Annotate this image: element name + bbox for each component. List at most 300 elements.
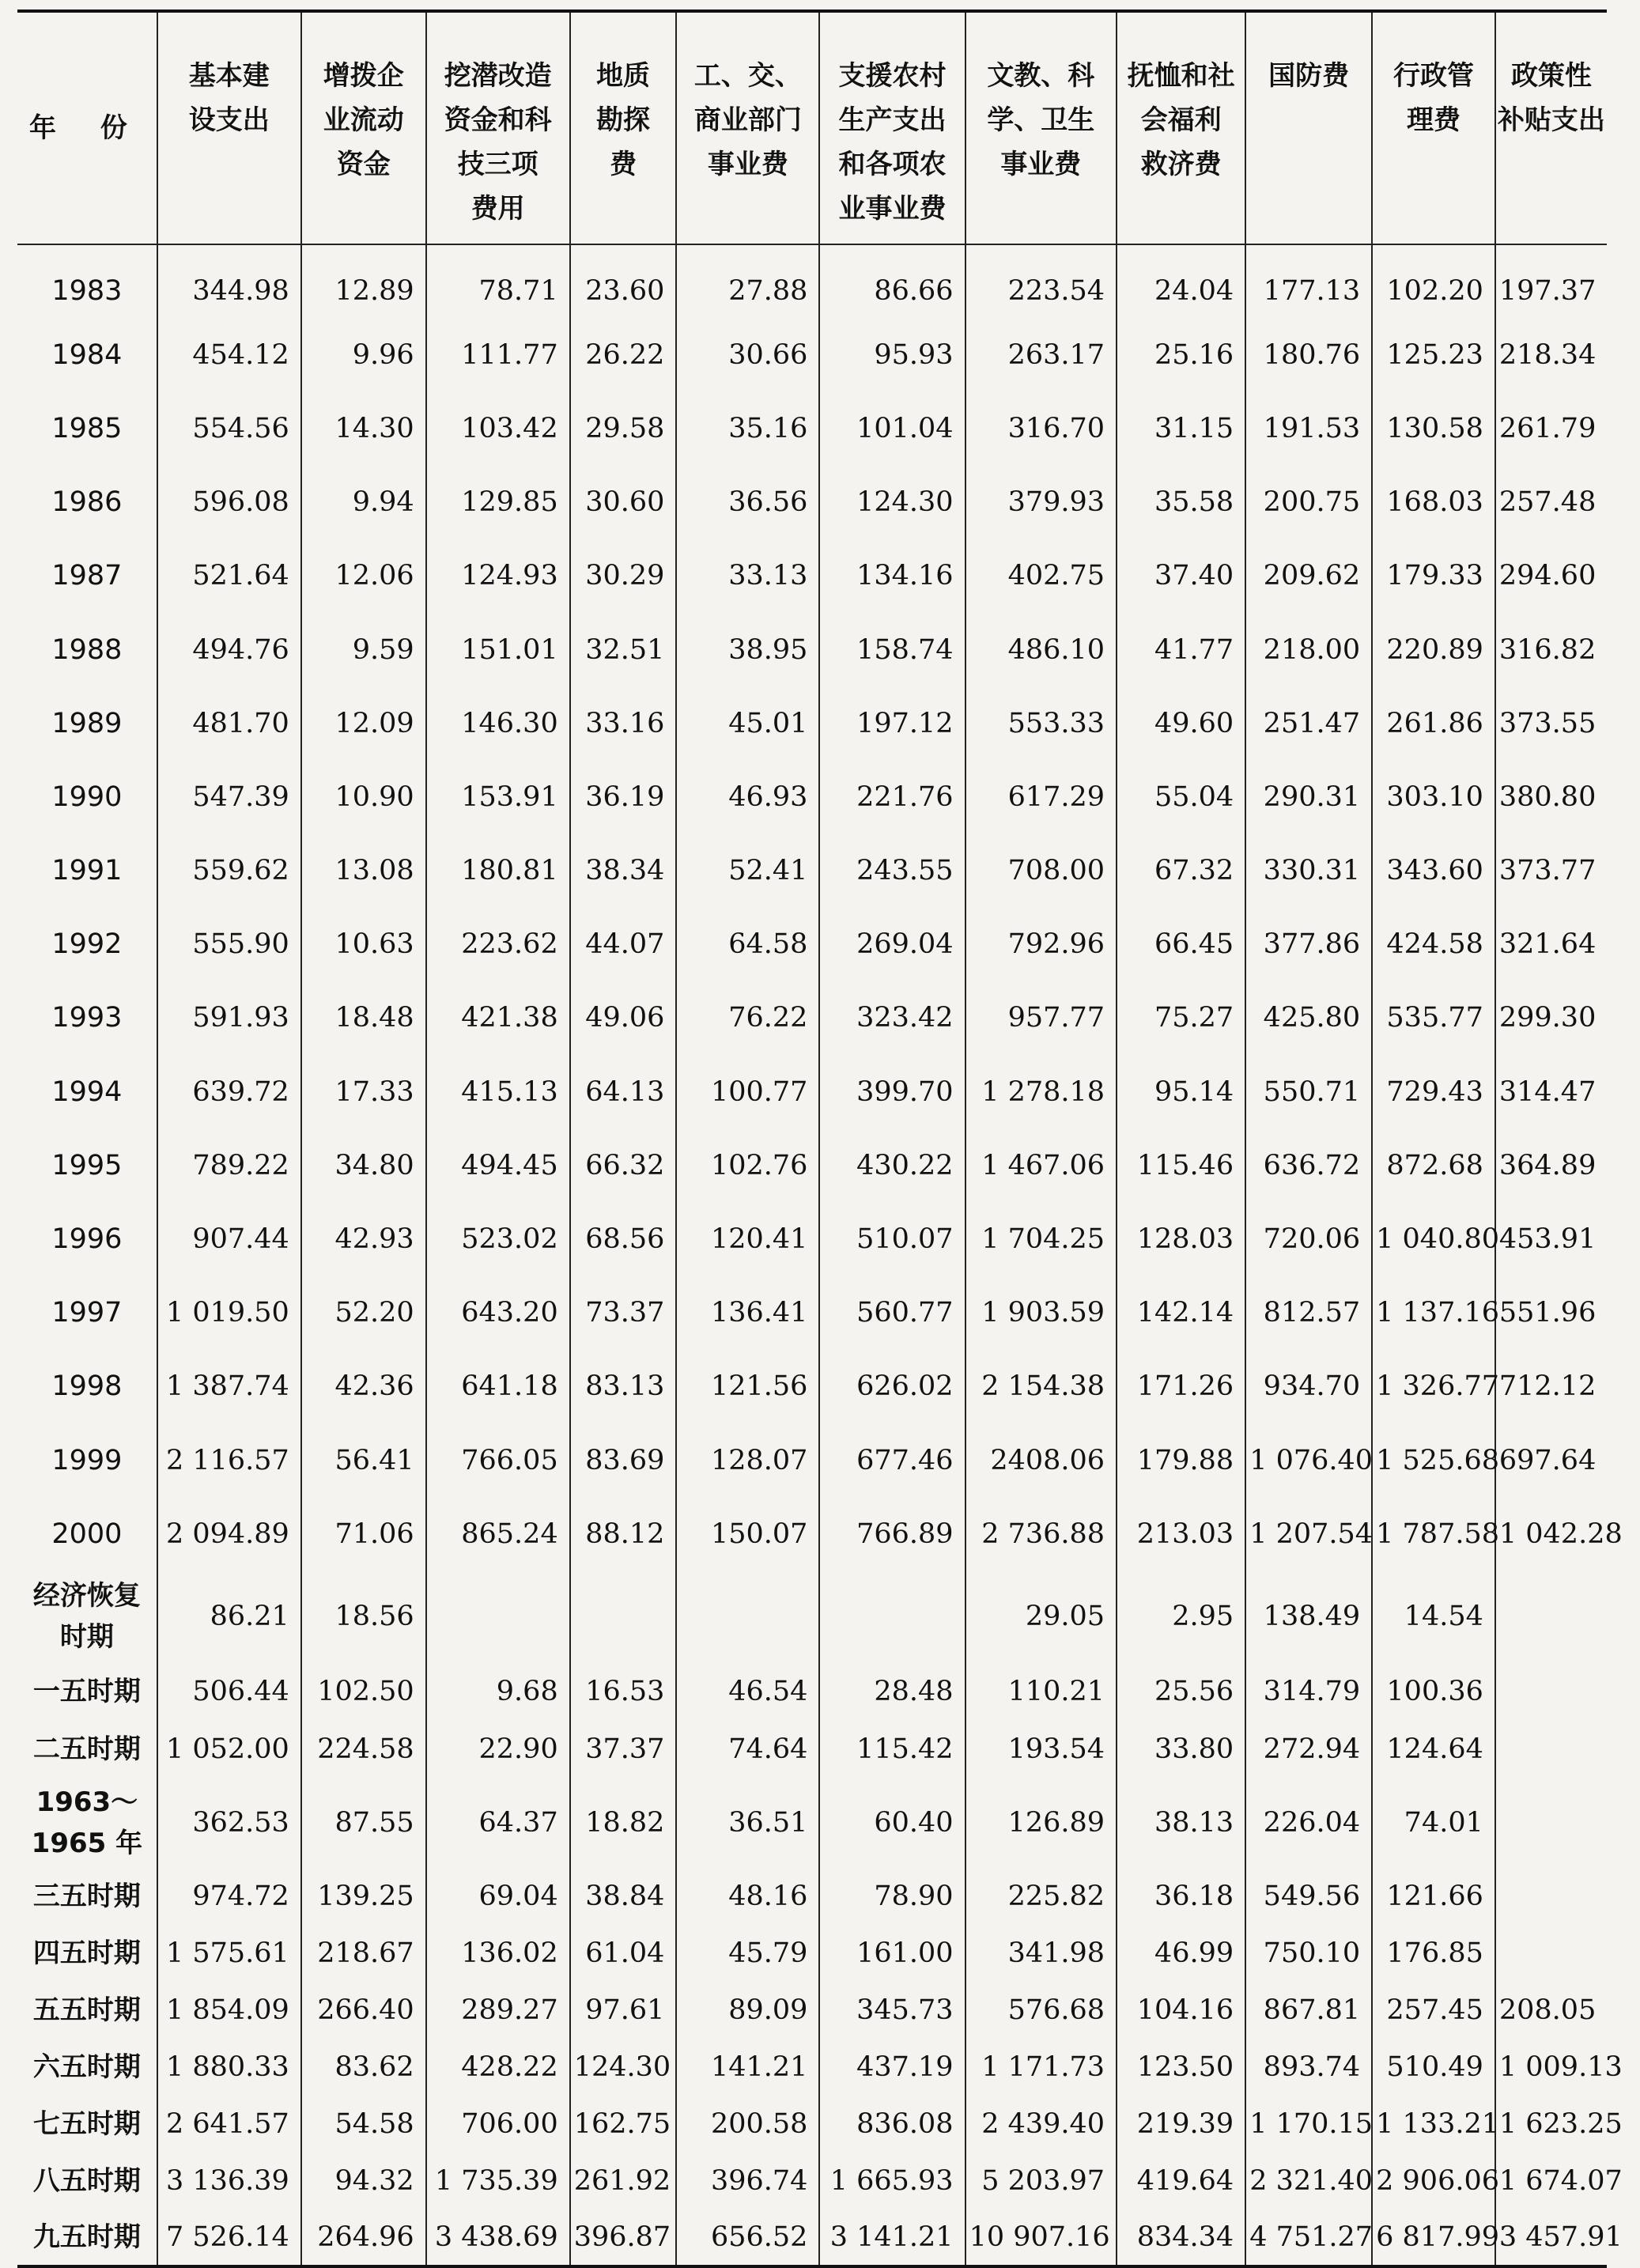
table-cell: 1 575.61 [157,1925,301,1982]
table-cell: 146.30 [426,686,570,760]
header-national-defense: 国防费 [1245,11,1372,244]
table-cell: 88.12 [570,1497,677,1571]
header-agriculture-support: 支援农村 生产支出 和各项农 业事业费 [819,11,965,244]
table-cell: 1 133.21 [1372,2096,1495,2153]
row-period: 九五时期 [32,2221,141,2254]
table-row [17,391,1607,465]
table-cell: 9.59 [301,613,426,686]
table-cell: 269.04 [819,908,965,981]
table-cell: 179.88 [1117,1423,1245,1497]
table-cell: 74.01 [1372,1778,1495,1868]
table-cell: 29.05 [965,1571,1117,1662]
table-row [17,834,1607,908]
table-cell: 136.41 [676,1276,819,1350]
table-cell: 373.77 [1495,834,1607,908]
table-cell: 697.64 [1495,1423,1607,1497]
table-cell: 33.16 [570,686,677,760]
table-cell: 364.89 [1495,1128,1607,1202]
row-year: 1990 [51,781,123,813]
table-cell: 560.77 [819,1276,965,1350]
table-cell: 168.03 [1372,466,1495,539]
table-cell: 45.79 [676,1925,819,1982]
table-cell: 124.93 [426,539,570,613]
table-cell: 453.91 [1495,1202,1607,1276]
table-cell: 1 207.54 [1245,1497,1372,1571]
table-cell: 264.96 [301,2209,426,2266]
table-cell [1495,1662,1607,1721]
table-cell: 49.06 [570,981,677,1055]
table-cell: 437.19 [819,2039,965,2096]
table-cell: 29.58 [570,391,677,465]
table-cell: 553.33 [965,686,1117,760]
table-cell: 200.58 [676,2096,819,2153]
table-cell: 1 665.93 [819,2153,965,2209]
table-cell: 1 467.06 [965,1128,1117,1202]
table-cell: 261.79 [1495,391,1607,465]
table-cell: 1 009.13 [1495,2039,1607,2096]
table-cell: 110.21 [965,1662,1117,1721]
table-row [17,2039,1607,2096]
table-cell: 139.25 [301,1868,426,1925]
table-cell: 344.98 [157,244,301,318]
table-cell: 60.40 [819,1778,965,1868]
row-period: 经济恢复 时期 [32,1580,141,1654]
table-cell: 197.37 [1495,244,1607,318]
table-cell: 128.07 [676,1423,819,1497]
table-cell [676,1571,819,1662]
table-cell: 219.39 [1117,2096,1245,2153]
table-cell: 720.06 [1245,1202,1372,1276]
table-cell: 224.58 [301,1721,426,1778]
table-cell: 42.93 [301,1202,426,1276]
table-cell: 66.32 [570,1128,677,1202]
table-cell: 162.75 [570,2096,677,2153]
table-cell: 596.08 [157,466,301,539]
table-cell: 2 439.40 [965,2096,1117,2153]
table-row [17,1423,1607,1497]
row-year: 1991 [51,855,123,887]
table-cell: 142.14 [1117,1276,1245,1350]
table-cell: 61.04 [570,1925,677,1982]
table-cell: 316.70 [965,391,1117,465]
table-cell: 867.81 [1245,1982,1372,2039]
table-cell: 38.34 [570,834,677,908]
table-row [17,466,1607,539]
table-cell: 35.16 [676,391,819,465]
table-cell: 32.51 [570,613,677,686]
table-cell: 9.94 [301,466,426,539]
table-cell: 36.18 [1117,1868,1245,1925]
table-cell: 934.70 [1245,1350,1372,1423]
table-row [17,1055,1607,1128]
table-cell: 179.33 [1372,539,1495,613]
table-row [17,1662,1607,1721]
table-cell: 225.82 [965,1868,1117,1925]
table-cell: 454.12 [157,318,301,391]
table-cell: 766.89 [819,1497,965,1571]
table-cell: 2 906.06 [1372,2153,1495,2209]
table-cell: 2 736.88 [965,1497,1117,1571]
table-row [17,1571,1607,1662]
table-cell: 1 623.25 [1495,2096,1607,2153]
table-cell: 3 457.91 [1495,2209,1607,2266]
table-cell: 251.47 [1245,686,1372,760]
table-cell: 30.60 [570,466,677,539]
table-cell: 272.94 [1245,1721,1372,1778]
table-cell: 34.80 [301,1128,426,1202]
table-cell: 102.20 [1372,244,1495,318]
table-cell: 263.17 [965,318,1117,391]
table-cell: 48.16 [676,1868,819,1925]
table-cell: 46.93 [676,760,819,833]
table-cell: 52.41 [676,834,819,908]
table-cell: 103.42 [426,391,570,465]
row-year: 1989 [51,707,123,739]
header-administration: 行政管 理费 [1372,11,1495,244]
table-cell: 104.16 [1117,1982,1245,2039]
table-cell: 549.56 [1245,1868,1372,1925]
table-cell: 41.77 [1117,613,1245,686]
table-cell: 200.75 [1245,466,1372,539]
table-cell: 223.54 [965,244,1117,318]
table-cell: 102.50 [301,1662,426,1721]
table-cell: 643.20 [426,1276,570,1350]
table-cell: 750.10 [1245,1925,1372,1982]
table-cell: 430.22 [819,1128,965,1202]
table-cell: 158.74 [819,613,965,686]
table-cell: 639.72 [157,1055,301,1128]
table-cell: 97.61 [570,1982,677,2039]
table-cell: 402.75 [965,539,1117,613]
table-cell: 38.84 [570,1868,677,1925]
table-cell: 323.42 [819,981,965,1055]
table-cell: 37.37 [570,1721,677,1778]
table-cell: 2 116.57 [157,1423,301,1497]
table-cell: 1 787.58 [1372,1497,1495,1571]
row-period: 五五时期 [32,1994,141,2027]
table-body [17,244,1623,2266]
table-cell: 379.93 [965,466,1117,539]
table-cell: 213.03 [1117,1497,1245,1571]
table-cell: 559.62 [157,834,301,908]
table-cell: 111.77 [426,318,570,391]
table-cell: 83.62 [301,2039,426,2096]
table-cell: 14.54 [1372,1571,1495,1662]
table-row [17,613,1607,686]
table-cell: 42.36 [301,1350,426,1423]
table-cell: 89.09 [676,1982,819,2039]
table-cell: 220.89 [1372,613,1495,686]
row-year: 1998 [51,1370,123,1403]
table-cell: 415.13 [426,1055,570,1128]
table-cell: 1 040.80 [1372,1202,1495,1276]
table-cell: 1 042.28 [1495,1497,1607,1571]
row-year: 1995 [51,1149,123,1181]
table-cell: 150.07 [676,1497,819,1571]
table-cell: 10.90 [301,760,426,833]
table-cell: 101.04 [819,391,965,465]
row-period: 八五时期 [32,2165,141,2198]
table-cell: 30.66 [676,318,819,391]
table-cell: 289.27 [426,1982,570,2039]
table-row [17,1982,1607,2039]
header-capital-construction: 基本建 设支出 [157,11,301,244]
table-cell: 712.12 [1495,1350,1607,1423]
table-cell: 373.55 [1495,686,1607,760]
table-cell: 193.54 [965,1721,1117,1778]
table-cell: 547.39 [157,760,301,833]
table-cell: 1 278.18 [965,1055,1117,1128]
table-cell: 46.54 [676,1662,819,1721]
table-cell: 14.30 [301,391,426,465]
table-cell: 396.74 [676,2153,819,2209]
table-cell: 141.21 [676,2039,819,2096]
table-cell: 125.23 [1372,318,1495,391]
table-cell [1495,1721,1607,1778]
table-cell: 706.00 [426,2096,570,2153]
table-cell: 1 674.07 [1495,2153,1607,2209]
row-period: 三五时期 [32,1881,141,1913]
table-cell: 153.91 [426,760,570,833]
table-cell: 257.48 [1495,466,1607,539]
table-cell: 33.80 [1117,1721,1245,1778]
table-cell: 677.46 [819,1423,965,1497]
table-cell: 261.86 [1372,686,1495,760]
table-row [17,318,1607,391]
table-cell: 523.02 [426,1202,570,1276]
table-cell: 30.29 [570,539,677,613]
table-cell: 38.95 [676,613,819,686]
table-cell [1495,1778,1607,1868]
table-cell: 176.85 [1372,1925,1495,1982]
row-year: 1996 [51,1223,123,1256]
table-cell: 86.66 [819,244,965,318]
table-cell: 2.95 [1117,1571,1245,1662]
table-cell: 656.52 [676,2209,819,2266]
table-cell: 641.18 [426,1350,570,1423]
header-pension-welfare: 抚恤和社 会福利 救济费 [1117,11,1245,244]
table-cell: 23.60 [570,244,677,318]
table-cell: 506.44 [157,1662,301,1721]
table-cell: 73.37 [570,1276,677,1350]
table-cell: 151.01 [426,613,570,686]
table-cell: 180.76 [1245,318,1372,391]
row-year: 1987 [51,560,123,592]
table-cell: 3 141.21 [819,2209,965,2266]
table-cell: 68.56 [570,1202,677,1276]
table-cell: 1 170.15 [1245,2096,1372,2153]
table-cell: 22.90 [426,1721,570,1778]
table-cell: 481.70 [157,686,301,760]
table-cell: 25.56 [1117,1662,1245,1721]
table-cell: 49.60 [1117,686,1245,760]
table-cell: 907.44 [157,1202,301,1276]
table-row [17,1350,1607,1423]
table-row [17,2096,1607,2153]
table-cell: 551.96 [1495,1276,1607,1350]
table-cell: 128.03 [1117,1202,1245,1276]
table-cell: 708.00 [965,834,1117,908]
table-cell: 396.87 [570,2209,677,2266]
table-cell: 197.12 [819,686,965,760]
table-cell: 3 136.39 [157,2153,301,2209]
table-cell: 26.22 [570,318,677,391]
table-cell: 362.53 [157,1778,301,1868]
table-cell: 25.16 [1117,318,1245,391]
table-cell: 1 387.74 [157,1350,301,1423]
table-cell: 66.45 [1117,908,1245,981]
table-cell: 44.07 [570,908,677,981]
table-cell: 494.45 [426,1128,570,1202]
table-cell: 52.20 [301,1276,426,1350]
table-cell: 78.71 [426,244,570,318]
table-cell: 1 735.39 [426,2153,570,2209]
table-cell: 28.48 [819,1662,965,1721]
table-cell: 134.16 [819,539,965,613]
table-cell: 46.99 [1117,1925,1245,1982]
table-cell [570,1571,677,1662]
table-cell: 56.41 [301,1423,426,1497]
table-cell: 2 154.38 [965,1350,1117,1423]
table-cell: 316.82 [1495,613,1607,686]
table-cell: 123.50 [1117,2039,1245,2096]
table-cell: 17.33 [301,1055,426,1128]
header-geological-survey: 地质 勘探 费 [570,11,677,244]
table-row [17,1202,1607,1276]
table-cell: 321.64 [1495,908,1607,981]
table-cell: 87.55 [301,1778,426,1868]
table-cell: 35.58 [1117,466,1245,539]
table-cell: 1 903.59 [965,1276,1117,1350]
table-cell [426,1571,570,1662]
table-cell: 6 817.99 [1372,2209,1495,2266]
header-industry-transport-commerce: 工、交、 商业部门 事业费 [676,11,819,244]
table-cell: 257.45 [1372,1982,1495,2039]
table-cell: 521.64 [157,539,301,613]
table-cell: 83.69 [570,1423,677,1497]
row-period: 四五时期 [32,1937,141,1970]
table-cell: 299.30 [1495,981,1607,1055]
table-cell: 121.56 [676,1350,819,1423]
table-cell: 4 751.27 [1245,2209,1372,2266]
table-cell: 535.77 [1372,981,1495,1055]
table-cell: 425.80 [1245,981,1372,1055]
table-cell: 314.47 [1495,1055,1607,1128]
table-cell: 377.86 [1245,908,1372,981]
table-cell: 2 094.89 [157,1497,301,1571]
table-cell: 345.73 [819,1982,965,2039]
row-year: 1986 [51,486,123,519]
table-cell: 24.04 [1117,244,1245,318]
table-cell: 64.13 [570,1055,677,1128]
table-row [17,1778,1607,1868]
table-cell: 120.41 [676,1202,819,1276]
table-cell: 554.56 [157,391,301,465]
table-cell: 226.04 [1245,1778,1372,1868]
table-cell: 424.58 [1372,908,1495,981]
table-cell: 1 052.00 [157,1721,301,1778]
table-cell: 510.49 [1372,2039,1495,2096]
table-cell: 494.76 [157,613,301,686]
table-cell: 2408.06 [965,1423,1117,1497]
table-cell: 957.77 [965,981,1117,1055]
row-period: 二五时期 [32,1733,141,1766]
table-cell: 31.15 [1117,391,1245,465]
table-cell: 1 137.16 [1372,1276,1495,1350]
table-cell: 421.38 [426,981,570,1055]
table-cell: 591.93 [157,981,301,1055]
row-period: 一五时期 [32,1676,141,1708]
row-year: 1985 [51,412,123,444]
table-cell: 161.00 [819,1925,965,1982]
table-cell: 209.62 [1245,539,1372,613]
table-cell: 36.19 [570,760,677,833]
table-cell: 893.74 [1245,2039,1372,2096]
table-cell: 86.21 [157,1571,301,1662]
table-cell: 100.36 [1372,1662,1495,1721]
table-cell: 5 203.97 [965,2153,1117,2209]
table-cell: 95.14 [1117,1055,1245,1128]
table-cell: 1 076.40 [1245,1423,1372,1497]
table-row [17,244,1607,318]
table-cell: 266.40 [301,1982,426,2039]
table-cell: 100.77 [676,1055,819,1128]
table-cell: 636.72 [1245,1128,1372,1202]
table-cell: 55.04 [1117,760,1245,833]
table-cell: 74.64 [676,1721,819,1778]
table-cell: 223.62 [426,908,570,981]
table-cell: 12.09 [301,686,426,760]
row-year: 1994 [51,1075,123,1108]
table-row [17,1276,1607,1350]
table-cell: 341.98 [965,1925,1117,1982]
table-cell: 130.58 [1372,391,1495,465]
table-cell: 18.48 [301,981,426,1055]
table-row [17,981,1607,1055]
table-cell: 10 907.16 [965,2209,1117,2266]
row-period: 七五时期 [32,2108,141,2141]
table-cell: 36.51 [676,1778,819,1868]
table-cell: 9.96 [301,318,426,391]
expenditure-table [17,9,1623,2268]
table-cell: 18.56 [301,1571,426,1662]
table-cell: 2 321.40 [1245,2153,1372,2209]
table-cell: 83.13 [570,1350,677,1423]
table-cell: 16.53 [570,1662,677,1721]
table-cell: 510.07 [819,1202,965,1276]
table-cell: 171.26 [1117,1350,1245,1423]
table-cell: 64.58 [676,908,819,981]
table-cell: 314.79 [1245,1662,1372,1721]
table-cell: 872.68 [1372,1128,1495,1202]
table-cell: 208.05 [1495,1982,1607,2039]
table-cell [1495,1925,1607,1982]
table-cell [1495,1571,1607,1662]
header-row [17,11,1607,244]
table-cell: 138.49 [1245,1571,1372,1662]
table-cell: 419.64 [1117,2153,1245,2209]
table-cell: 9.68 [426,1662,570,1721]
table-row [17,908,1607,981]
table-row [17,686,1607,760]
table-cell: 54.58 [301,2096,426,2153]
table-cell: 13.08 [301,834,426,908]
row-year: 1983 [51,275,123,308]
table-cell: 1 880.33 [157,2039,301,2096]
table-cell: 294.60 [1495,539,1607,613]
table-row [17,2209,1607,2266]
table-cell: 115.42 [819,1721,965,1778]
